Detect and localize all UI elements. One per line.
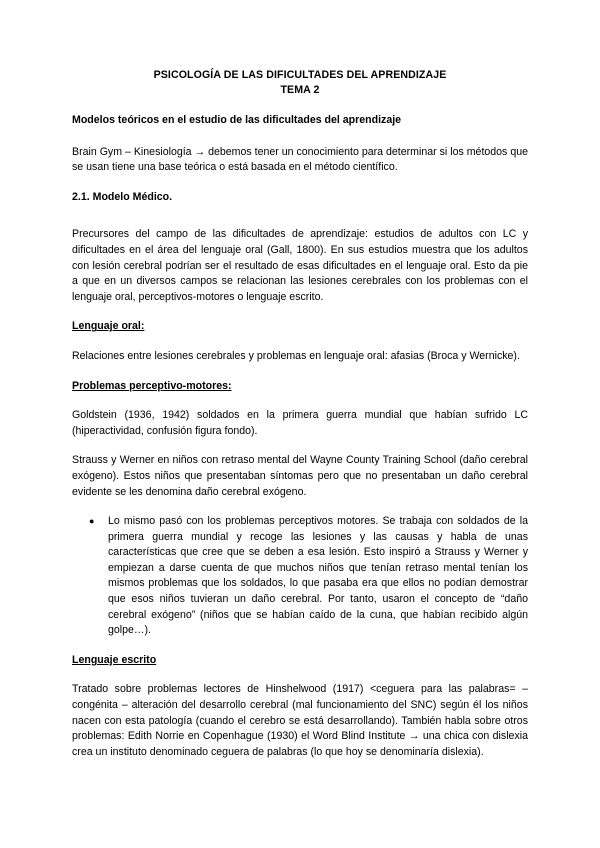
goldstein-paragraph: Goldstein (1936, 1942) soldados en la primera guerra mundial que habían sufrido LC (hiperactividad, confusión figura fondo). [72, 409, 528, 437]
bullet-icon: ● [89, 516, 95, 527]
lenguaje-oral-paragraph: Relaciones entre lesiones cerebrales y problemas en lenguaje oral: afasias (Broca y Wernicke). [72, 349, 520, 362]
lenguaje-escrito-heading: Lenguaje escrito [72, 653, 157, 666]
document-topic-number: TEMA 2 [280, 84, 320, 96]
document-subtitle: Modelos teóricos en el estudio de las dificultades del aprendizaje [72, 114, 402, 126]
perceptivo-motores-heading: Problemas perceptivo-motores: [72, 379, 232, 392]
precursores-paragraph: Precursores del campo de las dificultades de aprendizaje: estudios de adultos con LC y dificultades en el área del lenguaje oral (Gall, 1800). En sus estudios muestra que los adultos con lesión cerebral podrían ser el resultado de esas dificultades en el lenguaje oral. Esto da pie a que en un diversos campos se relacionan las lesiones cerebrales con los problemas con el lenguaje oral, perceptivos-motores o lenguaje escrito. [72, 228, 528, 303]
document-title: PSICOLOGÍA DE LAS DIFICULTADES DEL APRENDIZAJE [153, 69, 447, 81]
lenguaje-escrito-paragraph: Tratado sobre problemas lectores de Hinshelwood (1917) <ceguera para las palabras= – congénita – alteración del desarrollo cerebral (mal funcionamiento del SNC) según él los niños nacen con esta patología (cuando el cerebro se está desarrollando). También habla sobre otros problemas: Edith Norrie en Copenhague (1930) el Word Blind Institute → una chica con dislexia crea un instituto denominado ceguera de palabras (lo que hoy se denominaría dislexia). [72, 683, 528, 758]
lenguaje-oral-heading: Lenguaje oral: [72, 320, 145, 333]
bullet-list [72, 514, 528, 639]
list-item [89, 514, 528, 639]
list-item-text: Lo mismo pasó con los problemas perceptivos motores. Se trabaja con soldados de la primera guerra mundial y recoge las lesiones y las causas y habla de unas características que cree que se deben a esa lesión. Esto inspiró a Strauss y Werner y empiezan a darse cuenta de que muchos niños que tenían retraso mental tenían los mismos problemas que los soldados, lo que pasaba era que ellos no podían demostrar que esos niños tuvieran un daño cerebral. Por tanto, usaron el concepto de “daño cerebral exógeno” (niños que se habían caído de la cuna, que habían recibido algún golpe…). [108, 515, 528, 637]
strauss-werner-paragraph: Strauss y Werner en niños con retraso mental del Wayne County Training School (daño cerebral exógeno). Estos niños que presentaban síntomas pero que no presentaban un daño cerebral evidente se les denomina daño cerebral exógeno. [72, 454, 528, 498]
intro-paragraph: Brain Gym – Kinesiología → debemos tener un conocimiento para determinar si los métodos que se usan tiene una base teórica o está basada en el método científico. [72, 145, 528, 174]
section-heading: 2.1. Modelo Médico. [72, 190, 173, 203]
document-page [72, 68, 528, 760]
